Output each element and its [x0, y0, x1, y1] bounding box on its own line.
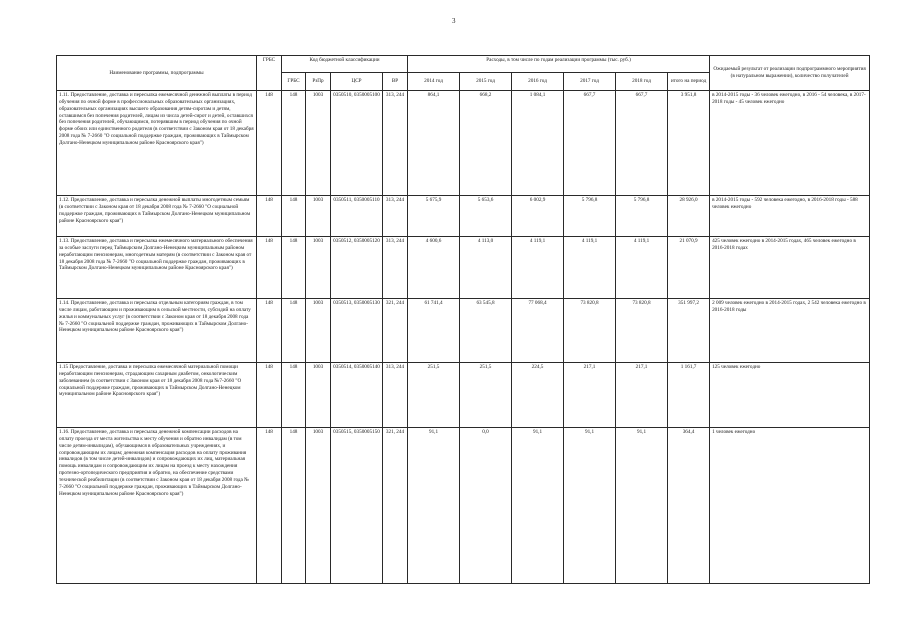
amount-total: 3 951,8: [668, 91, 710, 196]
rzpr-code: 1003: [306, 91, 331, 196]
amount-2014: 91,1: [408, 428, 460, 584]
amount-total: 28 926,0: [668, 196, 710, 237]
subheader-2016: 2016 год: [512, 73, 564, 91]
csr-code: 0350515, 0350005150: [331, 428, 383, 584]
csr-code: 0350511, 0350005110: [331, 196, 383, 237]
amount-total: 1 161,7: [668, 363, 710, 428]
table-row: [57, 91, 870, 196]
amount-2016: 224,5: [512, 363, 564, 428]
csr-code: 0350510, 0350005100: [331, 91, 383, 196]
subheader-2018: 2018 год: [616, 73, 668, 91]
csr-code: 0350514, 0350005140: [331, 363, 383, 428]
rzpr-code: 1003: [306, 196, 331, 237]
amount-2017: 4 119,1: [564, 237, 616, 299]
table-row: [57, 428, 870, 584]
amount-2017: 667,7: [564, 91, 616, 196]
program-name: 1.16. Предоставление, доставка и пересылка денежной компенсации расходов на оплату проезда от места жительства к месту обучения и обратно инвалидам (в том числе детям-инвалидам), обучающимся в образовательных учреждениях, и сопровождающим их лицам; денежная компенсация расходов на оплату проживания инвалидов (в том числе детей-инвалидов) и сопровождающих их лиц, материальная помощь инвалидам и сопровождающим их лицам на проезд к месту нахождения протезно-ортопедического предприятия и обратно, на обеспечение средствами технической реабилитации (в соответствии с Законом края от 18 декабря 2008 года № 7-2660 "О социальной поддержке граждан, проживающих в Таймырском Долгано-Ненецком муниципальном районе Красноярского края"): [57, 428, 257, 584]
table-header-row: [57, 56, 870, 73]
header-expenses: Расходы, в том числе по годам реализации программы (тыс. руб.): [408, 56, 710, 73]
subheader-grbs: ГРБС: [282, 73, 306, 91]
grbs-subcode: 148: [282, 237, 306, 299]
amount-2017: 5 796,8: [564, 196, 616, 237]
grbs-code: 148: [257, 299, 282, 363]
amount-total: 351 997,2: [668, 299, 710, 363]
budget-table: [56, 55, 870, 584]
csr-code: 0350512, 0350005120: [331, 237, 383, 299]
grbs-subcode: 148: [282, 363, 306, 428]
grbs-subcode: 148: [282, 428, 306, 584]
amount-2017: 73 820,8: [564, 299, 616, 363]
amount-2014: 61 741,4: [408, 299, 460, 363]
rzpr-code: 1003: [306, 428, 331, 584]
program-name: 1.11. Предоставление, доставка и пересылка ежемесячной денежной выплаты в период обучения по очной форме в профессиональных образовательных организациях, образовательных организациях высшего образования детям-сиротам и детям, оставшимся без попечения родителей, лицам из числа детей-сирот и детей, оставшихся без попечения родителей, обучающимся, потерявшим в период обучения по очной форме обоих или единственного родителя (в соответствии с Законом края от 18 декабря 2008 года № 7-2660 "О социальной поддержке граждан, проживающих в Таймырском Долгано-Ненецком муниципальном районе Красноярского края"): [57, 91, 257, 196]
amount-total: 21 070,9: [668, 237, 710, 299]
vr-code: 321, 244: [383, 299, 408, 363]
amount-2018: 91,1: [616, 428, 668, 584]
program-name: 1.14. Предоставление, доставка и пересылка отдельным категориям граждан, в том числе лицам, работающим и проживающим в сельской местности, субсидий на оплату жилья и коммунальных услуг (в соответствии с Законом края от 18 декабря 2008 года № 7-2660 "О социальной поддержке граждан, проживающих в Таймырском Долгано-Ненецком муниципальном районе Красноярского края"): [57, 299, 257, 363]
amount-2015: 668,2: [460, 91, 512, 196]
amount-2014: 864,1: [408, 91, 460, 196]
header-grbs: ГРБС: [257, 56, 282, 91]
grbs-code: 148: [257, 196, 282, 237]
subheader-rzpr: РзПр: [306, 73, 331, 91]
grbs-code: 148: [257, 363, 282, 428]
program-name: 1.13. Предоставление, доставка и пересылка ежемесячного материального обеспечения за особые заслуги перед Таймырским Долгано-Ненецким муниципальным районом неработающим пенсионерам, многодетным матерям (в соответствии с Законом края от 18 декабря 2008 года № 7-2660 "О социальной поддержке граждан, проживающих в Таймырском Долгано-Ненецком муниципальном районе Красноярского края"): [57, 237, 257, 299]
subheader-2017: 2017 год: [564, 73, 616, 91]
vr-code: 321, 244: [383, 428, 408, 584]
expected-result: 425 человек ежегодно в 2014-2015 годах, 465 человек ежегодно в 2016-2018 годах: [710, 237, 870, 299]
amount-2018: 667,7: [616, 91, 668, 196]
header-name: Наименование программы, подпрограммы: [57, 56, 257, 91]
vr-code: 313, 244: [383, 363, 408, 428]
program-name: 1.15 Предоставление, доставка и пересылка ежемесячной материальной помощи неработающим пенсионерам, страдающим сахарным диабетом, онкологическим заболеванием (в соответствии с Законом края от 18 декабря 2008 года №7-2660 "О социальной поддержке граждан, проживающих в Таймырском Долгано-Ненецком муниципальном районе Красноярского края"): [57, 363, 257, 428]
csr-code: 0350513, 0350005130: [331, 299, 383, 363]
table-row: [57, 196, 870, 237]
rzpr-code: 1003: [306, 363, 331, 428]
header-budget-code: Код бюджетной классификации: [282, 56, 408, 73]
grbs-subcode: 148: [282, 91, 306, 196]
grbs-subcode: 148: [282, 196, 306, 237]
grbs-code: 148: [257, 237, 282, 299]
vr-code: 313, 244: [383, 196, 408, 237]
rzpr-code: 1003: [306, 299, 331, 363]
expected-result: 1 человек ежегодно: [710, 428, 870, 584]
amount-2016: 91,1: [512, 428, 564, 584]
amount-2016: 1 084,1: [512, 91, 564, 196]
amount-2014: 251,5: [408, 363, 460, 428]
table-row: [57, 363, 870, 428]
grbs-subcode: 148: [282, 299, 306, 363]
amount-2014: 5 675,9: [408, 196, 460, 237]
table-row: [57, 299, 870, 363]
table-row: [57, 237, 870, 299]
amount-2017: 217,1: [564, 363, 616, 428]
amount-2014: 4 600,6: [408, 237, 460, 299]
amount-2018: 5 796,8: [616, 196, 668, 237]
grbs-code: 148: [257, 91, 282, 196]
amount-2015: 0,0: [460, 428, 512, 584]
subheader-2014: 2014 год: [408, 73, 460, 91]
page-number: 3: [452, 17, 456, 25]
subheader-vr: ВР: [383, 73, 408, 91]
subheader-total: итого на период: [668, 73, 710, 91]
expected-result: 125 человек ежегодно: [710, 363, 870, 428]
grbs-code: 148: [257, 428, 282, 584]
amount-2015: 5 653,6: [460, 196, 512, 237]
amount-2018: 73 820,8: [616, 299, 668, 363]
expected-result: в 2014-2015 годы - 592 человека ежегодно, в 2016-2018 годы - 588 человек ежегодно: [710, 196, 870, 237]
amount-2018: 217,1: [616, 363, 668, 428]
subheader-2015: 2015 год: [460, 73, 512, 91]
amount-2015: 63 545,8: [460, 299, 512, 363]
vr-code: 313, 244: [383, 237, 408, 299]
amount-2016: 77 068,4: [512, 299, 564, 363]
expected-result: в 2014-2015 годы - 36 человек ежегодно, в 2016 - 54 человека, в 2017-2018 годы - 45 человек ежегодно: [710, 91, 870, 196]
amount-2015: 251,5: [460, 363, 512, 428]
expected-result: 2 009 человек ежегодно в 2014-2015 годах, 2 542 человека ежегодно в 2016-2018 годы: [710, 299, 870, 363]
vr-code: 313, 244: [383, 91, 408, 196]
rzpr-code: 1003: [306, 237, 331, 299]
amount-total: 364,4: [668, 428, 710, 584]
amount-2016: 6 002,9: [512, 196, 564, 237]
program-name: 1.12. Предоставление, доставка и пересылка денежной выплаты многодетным семьям (в соответствии с Законом края от 18 декабря 2008 года № 7-2660 "О социальной поддержке граждан, проживающих в Таймырском Долгано-Ненецком муниципальном районе Красноярского края"): [57, 196, 257, 237]
amount-2015: 4 113,0: [460, 237, 512, 299]
subheader-csr: ЦСР: [331, 73, 383, 91]
amount-2017: 91,1: [564, 428, 616, 584]
amount-2016: 4 119,1: [512, 237, 564, 299]
header-result: Ожидаемый результат от реализации подпрограммного мероприятия (в натуральном выражении), количество получателей: [710, 56, 870, 91]
amount-2018: 4 119,1: [616, 237, 668, 299]
